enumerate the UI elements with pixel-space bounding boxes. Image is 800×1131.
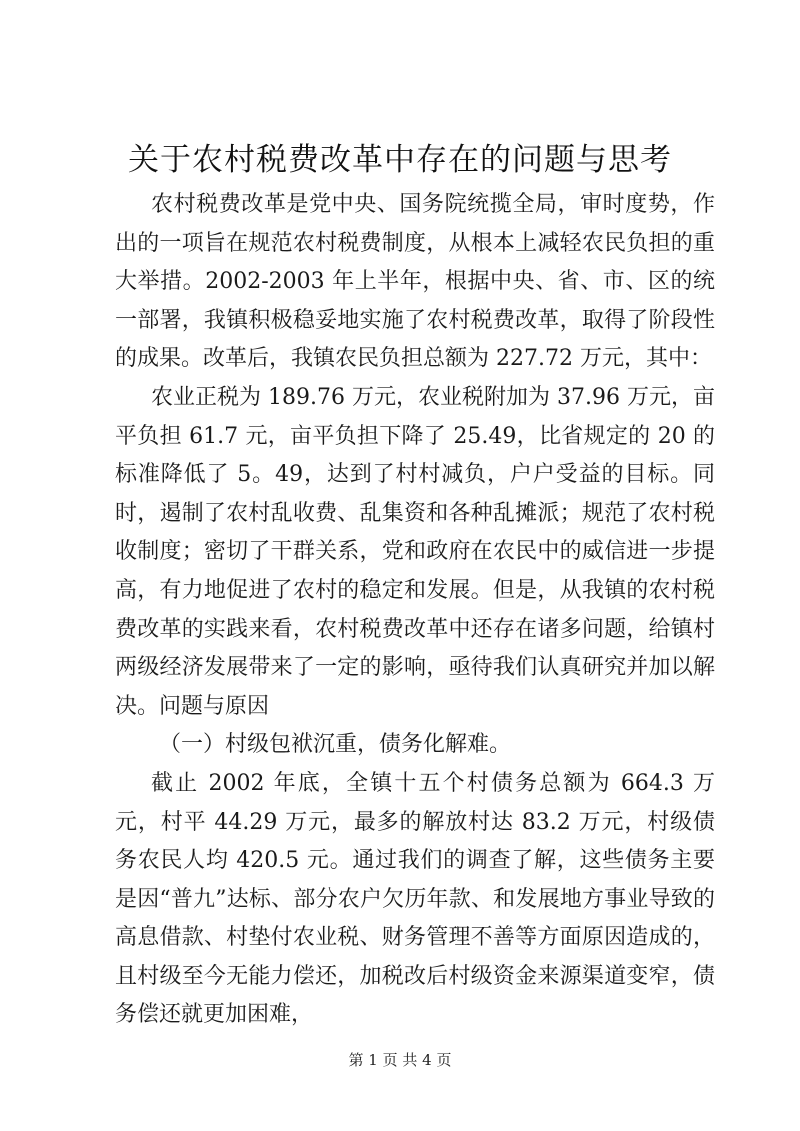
- paragraph-intro: 农村税费改革是党中央、国务院统揽全局，审时度势，作出的一项旨在规范农村税费制度，从根本上减轻农民负担的重大举措。2002-2003 年上半年，根据中央、省、市、区的统一部署，我镇积极稳妥地实施了农村税费改革，取得了阶段性的成果。改革后，我镇农民负担总额为 227.72 万元，其中：: [115, 192, 715, 372]
- paragraph-results: 农业正税为 189.76 万元，农业税附加为 37.96 万元，亩平负担 61.7 元，亩平负担下降了 25.49，比省规定的 20 的标准降低了 5。49，达到了村村减负，户户受益的目标。同时，遏制了农村乱收费、乱集资和各种乱摊派；规范了农村税收制度；密切了干群关系，党和政府在农民中的威信进一步提高，有力地促进了农村的稳定和发展。但是，从我镇的农村税费改革的实践来看，农村税费改革中还存在诸多问题，给镇村两级经济发展带来了一定的影响，亟待我们认真研究并加以解决。问题与原因: [115, 384, 715, 719]
- document-title: 关于农村税费改革中存在的问题与思考: [128, 142, 672, 178]
- paragraph-debt: 截止 2002 年底，全镇十五个村债务总额为 664.3 万元，村平 44.29 万元，最多的解放村达 83.2 万元，村级债务农民人均 420.5 元。通过我们的调查了解，这些债务主要是因“普九”达标、部分农户欠历年款、和发展地方事业导致的高息借款、村垫付农业税、财务管理不善等方面原因造成的，且村级至今无能力偿还，加税改后村级资金来源渠道变窄，债务偿还就更加困难，: [115, 770, 715, 1028]
- document-body: [115, 186, 715, 1035]
- section-heading-1: （一）村级包袱沉重，债务化解难。: [159, 732, 512, 758]
- page-number-footer: 第 1 页 共 4 页: [348, 1051, 452, 1069]
